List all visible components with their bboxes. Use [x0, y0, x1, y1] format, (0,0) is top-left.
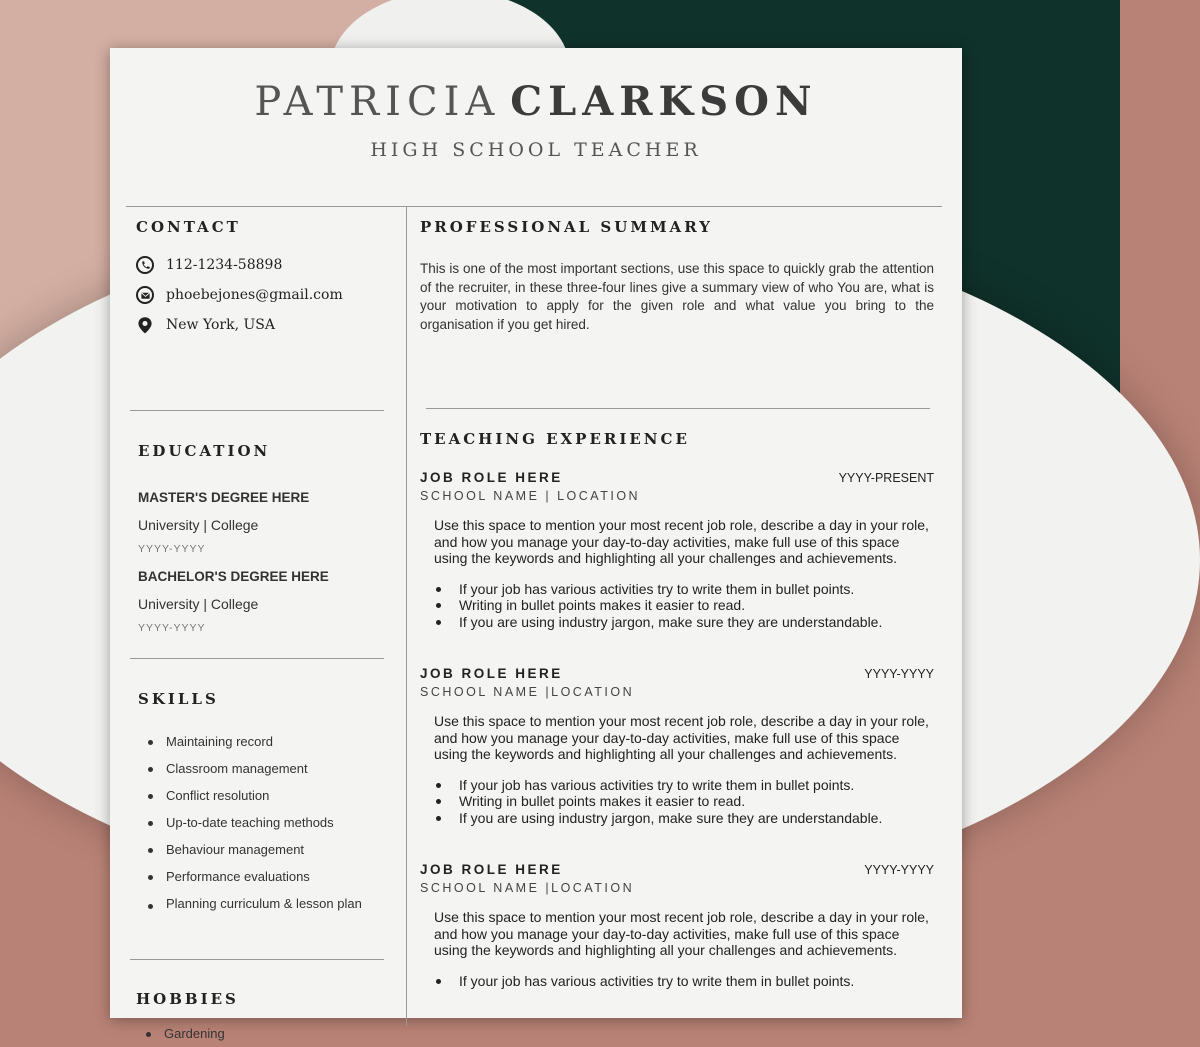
job-role: JOB ROLE HERE [420, 862, 563, 877]
experience-heading: TEACHING EXPERIENCE [420, 430, 690, 448]
skill-item: Conflict resolution [138, 782, 378, 809]
job-bullet: If you are using industry jargon, make sure they are understandable. [434, 614, 934, 631]
education-section [138, 442, 388, 634]
skills-list [138, 728, 378, 916]
job-school: SCHOOL NAME | LOCATION [420, 489, 641, 503]
location-text: New York, USA [166, 317, 275, 333]
hobby-item: Gardening [136, 1020, 376, 1047]
left-divider-2 [130, 658, 384, 659]
contact-location [136, 310, 343, 340]
hobbies-section [136, 990, 376, 1047]
left-divider-3 [130, 959, 384, 960]
contact-email [136, 280, 343, 310]
location-icon [136, 316, 154, 334]
job-role: JOB ROLE HERE [420, 470, 563, 485]
degree-years: YYYY-YYYY [138, 543, 206, 555]
experience-section [420, 430, 934, 989]
full-name [110, 78, 962, 125]
column-divider [406, 206, 407, 1026]
job-school: SCHOOL NAME |LOCATION [420, 685, 635, 699]
contact-section [136, 218, 343, 340]
email-text: phoebejones@gmail.com [166, 287, 343, 303]
job-description: Use this space to mention your most recent job role, describe a day in your role, and how you manage your day-to-day activities, make full use of this space using the keywords and highlighting all your challenges and achievements. [434, 517, 929, 566]
job-description: Use this space to mention your most recent job role, describe a day in your role, and how you manage your day-to-day activities, make full use of this space using the keywords and highlighting all your challenges and achievements. [434, 909, 929, 958]
job-bullets [434, 581, 934, 631]
skill-item: Behaviour management [138, 836, 378, 863]
skill-item: Classroom management [138, 755, 378, 782]
skill-item: Up-to-date teaching methods [138, 809, 378, 836]
right-divider [426, 408, 930, 409]
skill-item: Performance evaluations [138, 863, 378, 890]
left-divider-1 [130, 410, 384, 411]
job-entry [420, 862, 934, 989]
skill-item: Maintaining record [138, 728, 378, 755]
job-entry [420, 666, 934, 826]
job-years: YYYY-PRESENT [838, 471, 934, 485]
summary-heading: PROFESSIONAL SUMMARY [420, 218, 713, 236]
email-icon [136, 286, 154, 304]
job-bullet: Writing in bullet points makes it easier to read. [434, 793, 934, 810]
hobbies-list [136, 1020, 376, 1047]
summary-text: This is one of the most important sections, use this space to quickly grab the attention of the recruiter, in these three-four lines give a summary view of who You are, what is your motivation to apply for the given role and what value you bring to the organisation if you get hired. [420, 261, 934, 332]
education-item [138, 490, 388, 555]
education-heading: EDUCATION [138, 442, 271, 460]
job-school: SCHOOL NAME |LOCATION [420, 881, 635, 895]
resume-page [110, 48, 962, 1041]
degree-institution: University | College [138, 517, 259, 533]
contact-phone [136, 250, 343, 280]
contact-heading: CONTACT [136, 218, 241, 236]
phone-text: 112-1234-58898 [166, 257, 283, 273]
header-divider [126, 206, 942, 207]
job-years: YYYY-YYYY [864, 863, 934, 877]
summary-section [420, 218, 934, 334]
job-description: Use this space to mention your most recent job role, describe a day in your role, and how you manage your day-to-day activities, make full use of this space using the keywords and highlighting all your challenges and achievements. [434, 713, 929, 762]
resume-header [110, 48, 962, 161]
skill-item: Planning curriculum & lesson plan [138, 892, 366, 916]
job-bullets [434, 973, 934, 990]
phone-icon [136, 256, 154, 274]
job-bullet: If your job has various activities try to write them in bullet points. [434, 973, 934, 990]
job-title: HIGH SCHOOL TEACHER [370, 139, 702, 161]
skills-heading: SKILLS [138, 690, 219, 708]
job-years: YYYY-YYYY [864, 667, 934, 681]
job-bullet: If you are using industry jargon, make sure they are understandable. [434, 810, 934, 827]
degree-title: BACHELOR'S DEGREE HERE [138, 569, 329, 584]
skills-section [138, 690, 378, 916]
job-bullets [434, 777, 934, 827]
job-role: JOB ROLE HERE [420, 666, 563, 681]
hobbies-heading: HOBBIES [136, 990, 239, 1008]
first-name: PATRICIA [254, 79, 501, 125]
degree-title: MASTER'S DEGREE HERE [138, 490, 310, 505]
degree-institution: University | College [138, 596, 259, 612]
job-bullet: If your job has various activities try to write them in bullet points. [434, 581, 934, 598]
degree-years: YYYY-YYYY [138, 622, 206, 634]
last-name: CLARKSON [510, 78, 818, 125]
job-entry [420, 470, 934, 630]
job-bullet: If your job has various activities try to write them in bullet points. [434, 777, 934, 794]
education-item [138, 569, 388, 634]
job-bullet: Writing in bullet points makes it easier to read. [434, 597, 934, 614]
